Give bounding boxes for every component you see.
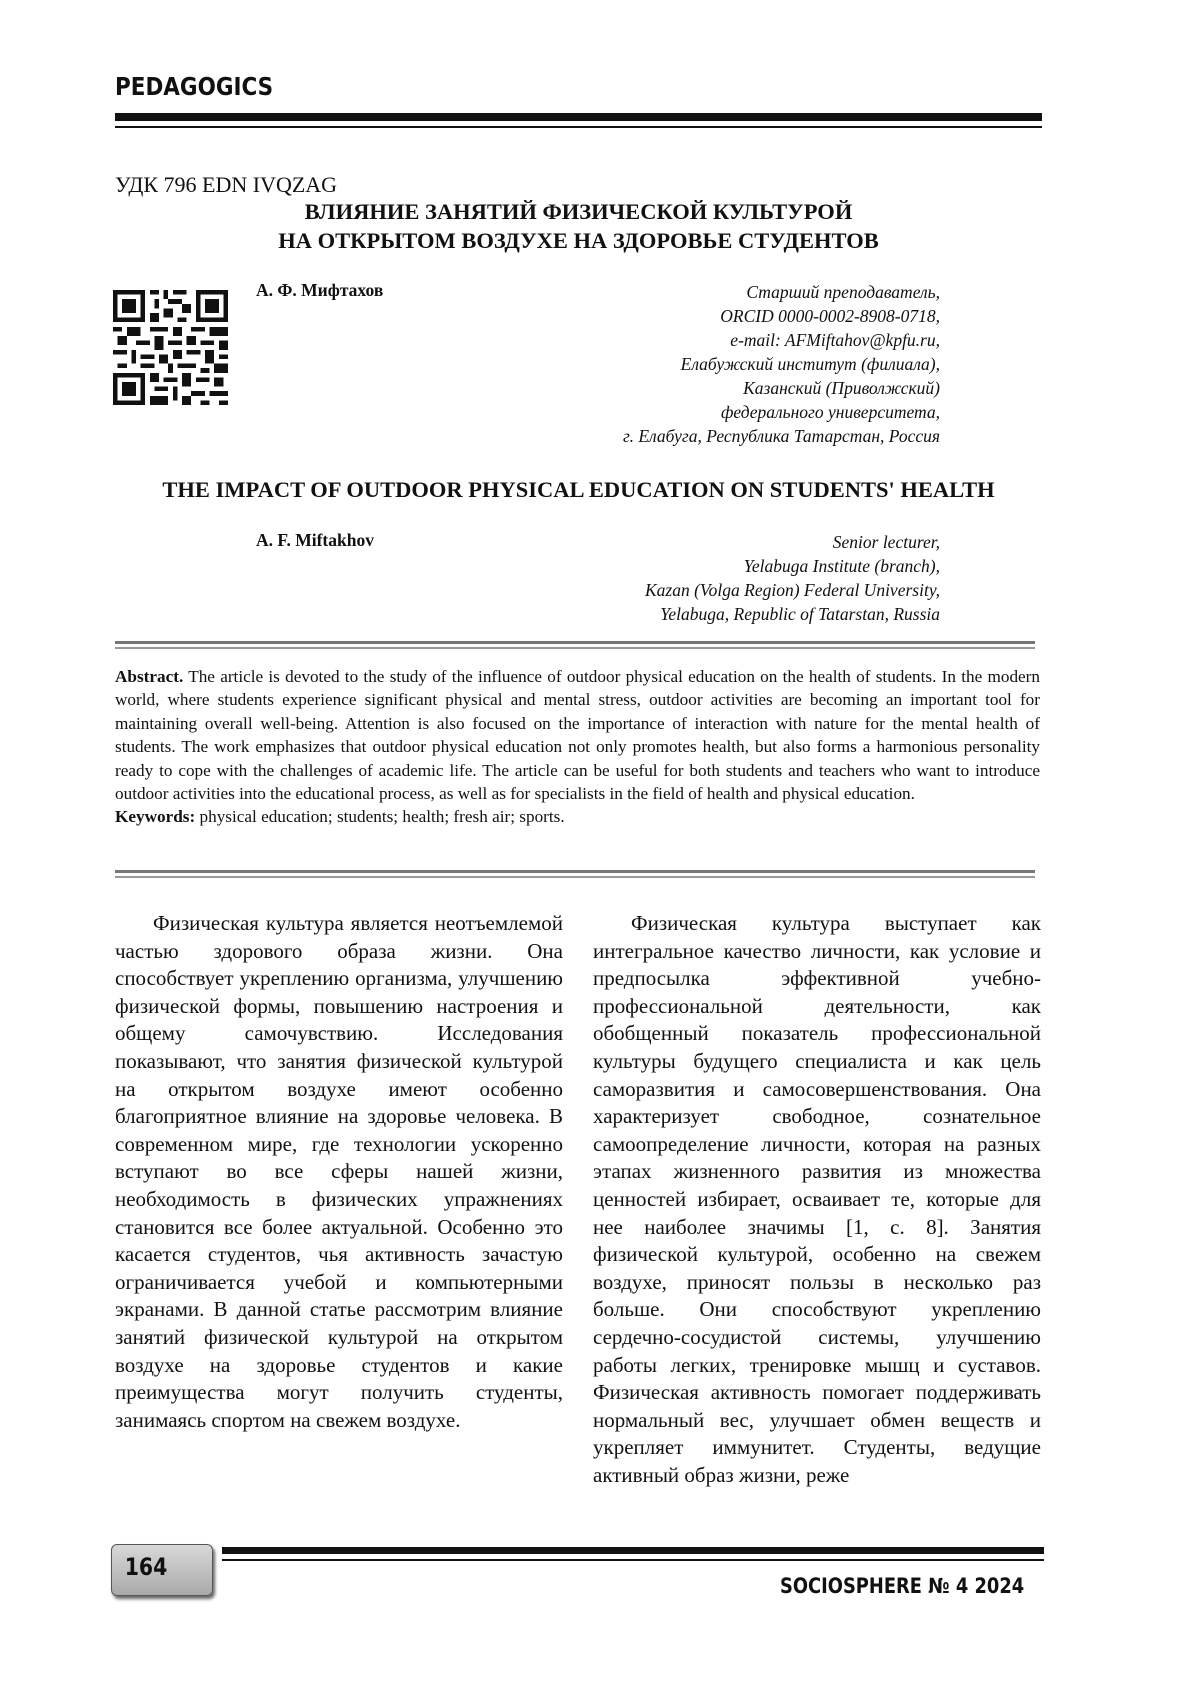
footer-rule-thick — [222, 1547, 1044, 1554]
footer-rule-thin — [222, 1559, 1044, 1561]
abstract-rule-top-2 — [115, 647, 1035, 649]
affiliation-en — [645, 530, 940, 626]
keywords-label: Keywords: — [115, 807, 196, 827]
udk-code: УДК 796 EDN IVQZAG — [115, 172, 338, 197]
affiliation-line: Казанский (Приволжский) — [743, 378, 940, 398]
qr-code-icon — [113, 290, 228, 405]
title-ru-line: НА ОТКРЫТОМ ВОЗДУХЕ НА ЗДОРОВЬЕ СТУДЕНТОВ — [278, 228, 879, 253]
body-paragraph: Физическая культура является неотъемлемой частью здорового образа жизни. Она способствует укреплению организма, улучшению физической формы, повышению настроения и общему самочувствию. Исследования показывают, что занятия физической культурой на открытом воздухе имеют особенно благоприятное влияние на здоровье человека. В современном мире, где технологии ускоренно вступают во все сферы нашей жизни, необходимость в физических упражнениях становится все более актуальной. Особенно это касается студентов, чья активность зачастую ограничивается учебой и компьютерными экранами. В данной статье рассмотрим влияние занятий физической культурой на открытом воздухе на здоровье студентов и какие преимущества могут получить студенты, занимаясь спортом на свежем воздухе. — [115, 911, 563, 1432]
title-ru-line: ВЛИЯНИЕ ЗАНЯТИЙ ФИЗИЧЕСКОЙ КУЛЬТУРОЙ — [304, 199, 853, 224]
article-title-ru — [115, 197, 1042, 255]
article-title-en: THE IMPACT OF OUTDOOR PHYSICAL EDUCATION ON STUDENTS' HEALTH — [162, 477, 995, 502]
body-paragraph: Физическая культура выступает как интегральное качество личности, как условие и предпосылка эффективной учебно-профессиональной деятельности, как обобщенный показатель профессиональной культуры будущего специалиста и как цель саморазвития и самосовершенствования. Она характеризует свободное, сознательное самоопределение личности, которая на разных этапах жизненного развития из множества ценностей избирает, осваивает те, которые для нее наиболее значимы [1, с. 8]. Занятия физической культурой, особенно на свежем воздухе, приносят пользы в несколько раз больше. Они способствуют укреплению сердечно-сосудистой системы, улучшению работы легких, тренировке мышц и суставов. Физическая активность помогает поддерживать нормальный вес, улучшает обмен веществ и укрепляет иммунитет. Студенты, ведущие активный образ жизни, реже — [593, 911, 1041, 1487]
abstract-label: Abstract. — [115, 667, 184, 686]
abstract-rule-bottom-2 — [115, 876, 1035, 878]
abstract-rule-bottom — [115, 870, 1035, 873]
section-label: PEDAGOGICS — [115, 72, 274, 101]
keywords-body: physical education; students; health; fresh air; sports. — [195, 807, 565, 827]
affiliation-line: ORCID 0000-0002-8908-0718, — [720, 306, 940, 326]
author-en: A. F. Miftakhov — [256, 530, 374, 550]
header-rule-thick — [115, 113, 1042, 121]
affiliation-line: Kazan (Volga Region) Federal University, — [644, 580, 940, 600]
affiliation-line: Yelabuga, Republic of Tatarstan, Russia — [660, 604, 940, 624]
author-ru: А. Ф. Мифтахов — [256, 280, 384, 300]
affiliation-ru — [623, 280, 940, 448]
abstract-text — [115, 665, 1040, 805]
affiliation-line: федерального университета, — [720, 402, 940, 422]
keywords — [115, 805, 1040, 828]
affiliation-line: Senior lecturer, — [832, 532, 940, 552]
affiliation-line: Yelabuga Institute (branch), — [743, 556, 940, 576]
abstract-rule-top — [115, 641, 1035, 644]
page-number: 164 — [124, 1553, 168, 1581]
journal-name: SOCIOSPHERE № 4 2024 — [780, 1574, 1025, 1598]
header-rule-thin — [115, 126, 1042, 128]
body-column-right — [593, 910, 1041, 1489]
affiliation-line: e-mail: AFMiftahov@kpfu.ru, — [730, 330, 940, 350]
abstract — [115, 665, 1040, 829]
affiliation-line: г. Елабуга, Республика Татарстан, Россия — [622, 426, 940, 446]
body-column-left — [115, 910, 563, 1434]
affiliation-line: Старший преподаватель, — [746, 282, 940, 302]
affiliation-line: Елабужский институт (филиала), — [680, 354, 940, 374]
abstract-body: The article is devoted to the study of the influence of outdoor physical education on the health of students. In the modern world, where students experience significant physical and mental stress, outdoor activities are becoming an important tool for maintaining overall well-being. Attention is also focused on the importance of interaction with nature for the mental health of students. The work emphasizes that outdoor physical education not only promotes health, but also forms a harmonious personality ready to cope with the challenges of academic life. The article can be useful for both students and teachers who want to introduce outdoor activities into the educational process, as well as for specialists in the field of health and physical education. — [115, 667, 1040, 804]
